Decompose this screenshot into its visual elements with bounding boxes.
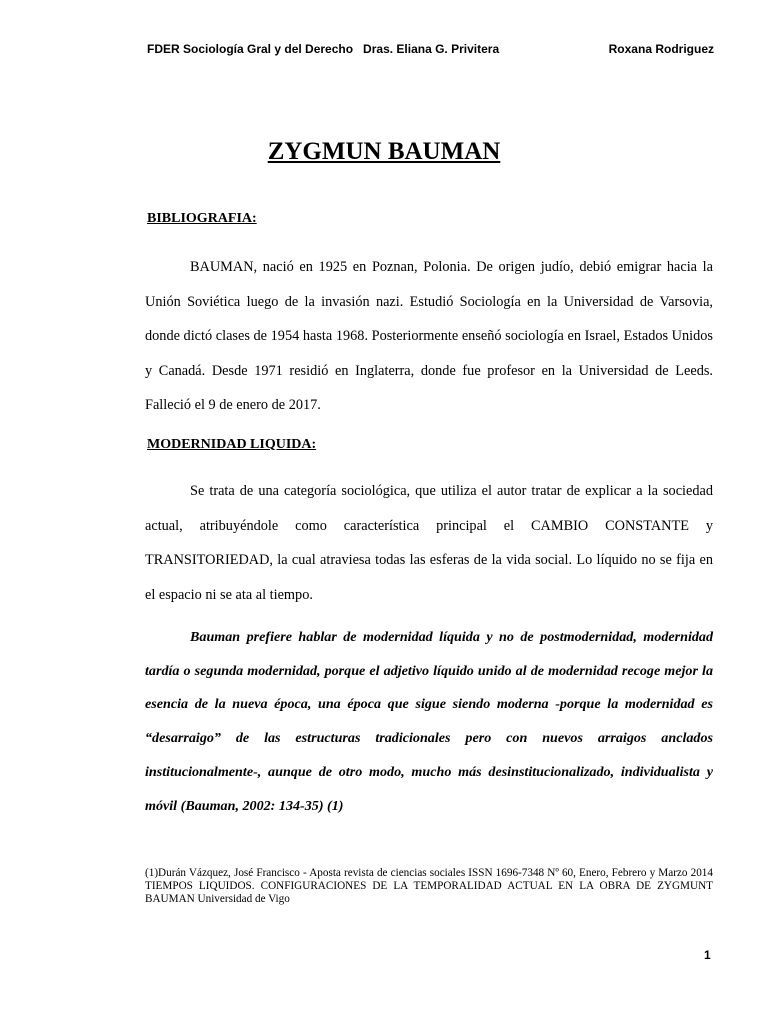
heading-modernidad-liquida: MODERNIDAD LIQUIDA: (147, 437, 317, 452)
page-number: 1 (704, 948, 711, 962)
header-author: Roxana Rodriguez (608, 42, 714, 56)
document-title (0, 138, 768, 166)
heading-bibliografia: BIBLIOGRAFIA: (147, 211, 257, 226)
paragraph-bibliografia: BAUMAN, nació en 1925 en Poznan, Polonia. De origen judío, debió emigrar hacia la Unión Soviética luego de la invasión nazi. Estudió Sociología en la Universidad de Varsovia, donde dictó clases de 1954 hasta 1968. Posteriormente enseñó sociología en Israel, Estados Unidos y Canadá. Desde 1971 residió en Inglaterra, donde fue profesor en la Universidad de Leeds. Falleció el 9 de enero de 2017. (145, 259, 713, 413)
quote-bauman: Bauman prefiere hablar de modernidad líquida y no de postmodernidad, modernidad tardía o segunda modernidad, porque el adjetivo líquido unido al de modernidad recoge mejor la esencia de la nueva época, una época que sigue siendo moderna -porque la modernidad es “desarraigo” de las estructuras tradicionales pero con nuevos arraigos anclados institucionalmente-, aunque de otro modo, mucho más desinstitucionalizado, individualista y móvil (Bauman, 2002: 134-35) (1) (145, 629, 713, 814)
header-course-info: FDER Sociología Gral y del Derecho Dras. Eliana G. Privitera (147, 42, 500, 56)
footnote: (1)Durán Vázquez, José Francisco - Aposta revista de ciencias sociales ISSN 1696-7348 Nº 60, Enero, Febrero y Marzo 2014 TIEMPOS LIQUIDOS. CONFIGURACIONES DE LA TEMPORALIDAD ACTUAL EN LA OBRA DE ZYGMUNT BAUMAN Universidad de Vigo (145, 867, 713, 906)
paragraph-modernidad-liquida: Se trata de una categoría sociológica, que utiliza el autor tratar de explicar a la sociedad actual, atribuyéndole como característica principal el CAMBIO CONSTANTE y TRANSITORIEDAD, la cual atraviesa todas las esferas de la vida social. Lo líquido no se fija en el espacio ni se ata al tiempo. (145, 483, 713, 603)
document-title-text: ZYGMUN BAUMAN (267, 138, 501, 165)
page-header (147, 42, 714, 56)
